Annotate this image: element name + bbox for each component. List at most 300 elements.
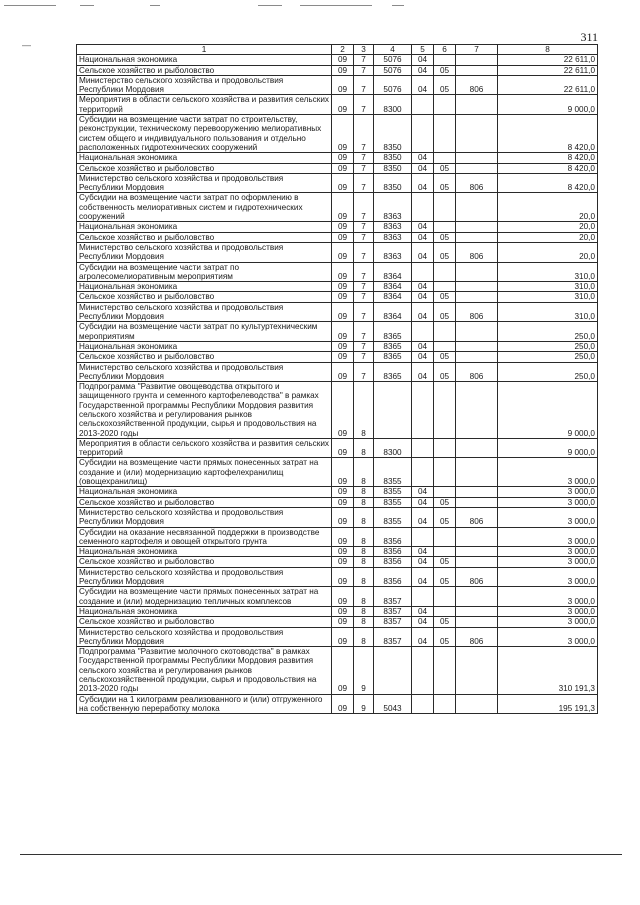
code-ministry: 806: [456, 627, 498, 647]
table-row: [77, 262, 598, 282]
row-name: Субсидии на возмещение части прямых понесенных затрат на создание и (или) модернизацию тепличных комплексов: [77, 587, 332, 607]
row-amount: 3 000,0: [498, 547, 598, 557]
row-amount: 195 191,3: [498, 694, 598, 714]
code-subdivision: 05: [434, 352, 456, 362]
row-amount: 20,0: [498, 193, 598, 222]
code-ministry: [456, 617, 498, 627]
code-ministry: [456, 382, 498, 439]
code-section: 09: [332, 222, 354, 232]
table-row: [77, 497, 598, 507]
row-amount: 310 191,3: [498, 647, 598, 694]
row-name: Субсидии на 1 килограмм реализованного и (или) отгруженного на собственную переработку молока: [77, 694, 332, 714]
column-header: 3: [354, 45, 374, 55]
row-amount: 8 420,0: [498, 163, 598, 173]
code-subdivision: 05: [434, 232, 456, 242]
table-row: [77, 232, 598, 242]
column-header: 1: [77, 45, 332, 55]
code-ministry: [456, 694, 498, 714]
code-ministry: 806: [456, 362, 498, 382]
code-division: 04: [412, 282, 434, 292]
code-division: 04: [412, 341, 434, 351]
code-article: 8300: [374, 438, 412, 458]
code-article: 5076: [374, 75, 412, 95]
code-article: 8356: [374, 567, 412, 587]
code-section: 09: [332, 627, 354, 647]
code-article: 8364: [374, 282, 412, 292]
row-amount: 3 000,0: [498, 527, 598, 547]
row-amount: 3 000,0: [498, 507, 598, 527]
code-subdivision: 05: [434, 163, 456, 173]
code-division: [412, 95, 434, 115]
table-row: [77, 382, 598, 439]
code-subdivision: [434, 193, 456, 222]
code-subdivision: 05: [434, 617, 456, 627]
table-row: [77, 282, 598, 292]
code-article: 8356: [374, 527, 412, 547]
table-row: [77, 65, 598, 75]
row-amount: 20,0: [498, 222, 598, 232]
table-row: [77, 95, 598, 115]
table-row: [77, 587, 598, 607]
code-subprogram: 7: [354, 352, 374, 362]
table-row: [77, 341, 598, 351]
code-article: 8357: [374, 617, 412, 627]
code-section: 09: [332, 458, 354, 487]
table-row: [77, 302, 598, 322]
code-ministry: [456, 606, 498, 616]
code-section: 09: [332, 163, 354, 173]
code-division: 04: [412, 497, 434, 507]
code-division: 04: [412, 362, 434, 382]
code-section: 09: [332, 95, 354, 115]
code-ministry: [456, 193, 498, 222]
code-section: 09: [332, 647, 354, 694]
row-name: Субсидии на возмещение части затрат по оформлению в собственность мелиоративных систем и гидротехнических сооружений: [77, 193, 332, 222]
row-name: Сельское хозяйство и рыболовство: [77, 163, 332, 173]
code-subprogram: 7: [354, 95, 374, 115]
row-name: Министерство сельского хозяйства и продовольствия Республики Мордовия: [77, 242, 332, 262]
code-division: 04: [412, 75, 434, 95]
code-subdivision: 05: [434, 75, 456, 95]
code-article: [374, 647, 412, 694]
code-section: 09: [332, 322, 354, 342]
code-subprogram: 9: [354, 694, 374, 714]
code-subprogram: 7: [354, 75, 374, 95]
code-article: 8355: [374, 507, 412, 527]
row-amount: 310,0: [498, 302, 598, 322]
table-row: [77, 617, 598, 627]
code-subprogram: 7: [354, 292, 374, 302]
code-ministry: [456, 163, 498, 173]
table-row: [77, 438, 598, 458]
code-subprogram: 8: [354, 458, 374, 487]
row-name: Министерство сельского хозяйства и продовольствия Республики Мордовия: [77, 567, 332, 587]
code-division: [412, 647, 434, 694]
scan-top-marks: [0, 0, 640, 12]
code-section: 09: [332, 75, 354, 95]
table-row: [77, 627, 598, 647]
code-article: 8357: [374, 627, 412, 647]
code-subprogram: 7: [354, 322, 374, 342]
row-name: Национальная экономика: [77, 55, 332, 65]
code-subprogram: 8: [354, 487, 374, 497]
row-amount: 250,0: [498, 362, 598, 382]
code-subprogram: 8: [354, 587, 374, 607]
row-amount: 250,0: [498, 322, 598, 342]
code-subdivision: [434, 694, 456, 714]
code-subdivision: 05: [434, 292, 456, 302]
row-name: Сельское хозяйство и рыболовство: [77, 292, 332, 302]
column-header: 4: [374, 45, 412, 55]
table-row: [77, 292, 598, 302]
row-amount: 250,0: [498, 341, 598, 351]
code-ministry: [456, 65, 498, 75]
code-section: 09: [332, 173, 354, 193]
code-subdivision: [434, 153, 456, 163]
row-name: Субсидии на оказание несвязанной поддержки в производстве семенного картофеля и овощей открытого грунта: [77, 527, 332, 547]
code-subdivision: [434, 282, 456, 292]
code-ministry: [456, 458, 498, 487]
code-section: 09: [332, 193, 354, 222]
page-bottom-rule: [20, 854, 622, 855]
code-ministry: [456, 262, 498, 282]
code-subdivision: 05: [434, 507, 456, 527]
code-subdivision: [434, 55, 456, 65]
row-amount: 310,0: [498, 282, 598, 292]
code-subprogram: 7: [354, 222, 374, 232]
code-subdivision: 05: [434, 497, 456, 507]
row-name: Мероприятия в области сельского хозяйства и развития сельских территорий: [77, 95, 332, 115]
code-division: 04: [412, 163, 434, 173]
row-name: Сельское хозяйство и рыболовство: [77, 557, 332, 567]
code-subprogram: 8: [354, 627, 374, 647]
row-amount: 22 611,0: [498, 55, 598, 65]
code-subdivision: 05: [434, 362, 456, 382]
code-subdivision: 05: [434, 627, 456, 647]
row-amount: 3 000,0: [498, 487, 598, 497]
code-subprogram: 8: [354, 617, 374, 627]
code-division: [412, 193, 434, 222]
table-row: [77, 694, 598, 714]
code-division: 04: [412, 55, 434, 65]
code-article: 8363: [374, 193, 412, 222]
row-name: Сельское хозяйство и рыболовство: [77, 232, 332, 242]
code-subprogram: 8: [354, 438, 374, 458]
code-subprogram: 7: [354, 55, 374, 65]
code-subprogram: 7: [354, 302, 374, 322]
code-article: 8300: [374, 95, 412, 115]
code-section: 09: [332, 547, 354, 557]
row-amount: 3 000,0: [498, 627, 598, 647]
code-division: 04: [412, 606, 434, 616]
table-row: [77, 173, 598, 193]
code-ministry: [456, 322, 498, 342]
row-amount: 3 000,0: [498, 587, 598, 607]
code-subprogram: 9: [354, 647, 374, 694]
row-name: Министерство сельского хозяйства и продовольствия Республики Мордовия: [77, 362, 332, 382]
code-ministry: 806: [456, 567, 498, 587]
row-name: Министерство сельского хозяйства и продовольствия Республики Мордовия: [77, 302, 332, 322]
row-amount: 3 000,0: [498, 606, 598, 616]
row-name: Национальная экономика: [77, 153, 332, 163]
code-division: 04: [412, 222, 434, 232]
code-division: 04: [412, 65, 434, 75]
code-article: 8364: [374, 292, 412, 302]
code-subprogram: 7: [354, 115, 374, 153]
code-section: 09: [332, 242, 354, 262]
table-row: [77, 487, 598, 497]
code-subprogram: 7: [354, 341, 374, 351]
code-subprogram: 7: [354, 65, 374, 75]
table-row: [77, 115, 598, 153]
code-article: 8365: [374, 362, 412, 382]
code-subdivision: [434, 262, 456, 282]
code-ministry: [456, 557, 498, 567]
code-section: 09: [332, 232, 354, 242]
row-name: Национальная экономика: [77, 341, 332, 351]
table-row: [77, 322, 598, 342]
code-ministry: [456, 292, 498, 302]
code-subprogram: 8: [354, 527, 374, 547]
code-subprogram: 8: [354, 567, 374, 587]
code-ministry: [456, 438, 498, 458]
table-row: [77, 567, 598, 587]
column-header: 8: [498, 45, 598, 55]
row-name: Министерство сельского хозяйства и продовольствия Республики Мордовия: [77, 507, 332, 527]
code-subprogram: 8: [354, 507, 374, 527]
code-subdivision: 05: [434, 173, 456, 193]
code-ministry: [456, 55, 498, 65]
code-section: 09: [332, 362, 354, 382]
code-subprogram: 8: [354, 557, 374, 567]
code-subprogram: 7: [354, 242, 374, 262]
row-name: Национальная экономика: [77, 547, 332, 557]
code-subdivision: 05: [434, 302, 456, 322]
code-article: 5076: [374, 65, 412, 75]
row-amount: 22 611,0: [498, 65, 598, 75]
code-subdivision: [434, 438, 456, 458]
code-subdivision: [434, 547, 456, 557]
table-row: [77, 352, 598, 362]
row-amount: 8 420,0: [498, 115, 598, 153]
code-division: 04: [412, 352, 434, 362]
row-name: Министерство сельского хозяйства и продовольствия Республики Мордовия: [77, 627, 332, 647]
code-division: [412, 438, 434, 458]
code-section: 09: [332, 341, 354, 351]
row-name: Сельское хозяйство и рыболовство: [77, 65, 332, 75]
table-row: [77, 163, 598, 173]
code-subdivision: [434, 527, 456, 547]
code-article: 8357: [374, 606, 412, 616]
row-name: Национальная экономика: [77, 487, 332, 497]
code-subdivision: [434, 322, 456, 342]
code-ministry: 806: [456, 173, 498, 193]
code-article: 8364: [374, 262, 412, 282]
code-subprogram: 8: [354, 382, 374, 439]
code-ministry: [456, 647, 498, 694]
code-division: [412, 322, 434, 342]
code-ministry: [456, 282, 498, 292]
code-article: 8365: [374, 352, 412, 362]
code-subprogram: 8: [354, 606, 374, 616]
code-division: 04: [412, 302, 434, 322]
code-article: 5076: [374, 55, 412, 65]
code-article: 8356: [374, 557, 412, 567]
row-amount: 310,0: [498, 292, 598, 302]
row-amount: 8 420,0: [498, 153, 598, 163]
column-header: 2: [332, 45, 354, 55]
row-name: Национальная экономика: [77, 222, 332, 232]
row-name: Сельское хозяйство и рыболовство: [77, 617, 332, 627]
row-amount: 22 611,0: [498, 75, 598, 95]
code-subdivision: 05: [434, 65, 456, 75]
row-amount: 9 000,0: [498, 95, 598, 115]
row-name: Мероприятия в области сельского хозяйства и развития сельских территорий: [77, 438, 332, 458]
row-amount: 310,0: [498, 262, 598, 282]
code-article: [374, 382, 412, 439]
column-header: 5: [412, 45, 434, 55]
budget-table: [76, 44, 598, 714]
code-subdivision: [434, 587, 456, 607]
row-name: Министерство сельского хозяйства и продовольствия Республики Мордовия: [77, 173, 332, 193]
code-article: 5043: [374, 694, 412, 714]
row-amount: 3 000,0: [498, 617, 598, 627]
row-name: Сельское хозяйство и рыболовство: [77, 497, 332, 507]
code-section: 09: [332, 352, 354, 362]
code-article: 8357: [374, 587, 412, 607]
code-subprogram: 7: [354, 232, 374, 242]
code-subdivision: [434, 115, 456, 153]
code-section: 09: [332, 487, 354, 497]
code-subprogram: 7: [354, 173, 374, 193]
row-amount: 9 000,0: [498, 382, 598, 439]
code-section: 09: [332, 153, 354, 163]
table-row: [77, 193, 598, 222]
code-division: 04: [412, 507, 434, 527]
code-section: 09: [332, 438, 354, 458]
table-row: [77, 606, 598, 616]
code-article: 8365: [374, 341, 412, 351]
code-ministry: [456, 587, 498, 607]
code-article: 8356: [374, 547, 412, 557]
code-division: 04: [412, 487, 434, 497]
row-name: Субсидии на возмещение части прямых понесенных затрат на создание и (или) модернизацию картофелехранилищ (овощехранилищ): [77, 458, 332, 487]
code-division: 04: [412, 232, 434, 242]
row-name: Национальная экономика: [77, 606, 332, 616]
code-article: 8350: [374, 115, 412, 153]
code-article: 8363: [374, 222, 412, 232]
code-ministry: [456, 352, 498, 362]
row-name: Национальная экономика: [77, 282, 332, 292]
table-body: [77, 55, 598, 714]
code-ministry: [456, 547, 498, 557]
row-amount: 8 420,0: [498, 173, 598, 193]
code-division: 04: [412, 617, 434, 627]
code-division: [412, 527, 434, 547]
row-amount: 9 000,0: [498, 438, 598, 458]
code-division: 04: [412, 567, 434, 587]
code-subdivision: [434, 647, 456, 694]
code-subprogram: 7: [354, 262, 374, 282]
code-section: 09: [332, 557, 354, 567]
code-subdivision: [434, 341, 456, 351]
code-section: 09: [332, 65, 354, 75]
code-subdivision: 05: [434, 557, 456, 567]
table-row: [77, 547, 598, 557]
row-name: Подпрограмма "Развитие овощеводства открытого и защищенного грунта и семенного картофелеводства" в рамках Государственной программы Республики Мордовия развития сельского хозяйства и регулирования рынков сельскохозяйственной продукции, сырья и продовольствия на 2013-2020 годы: [77, 382, 332, 439]
code-article: 8363: [374, 242, 412, 262]
row-name: Подпрограмма "Развитие молочного скотоводства" в рамках Государственной программы Республики Мордовия развития сельского хозяйства и регулирования рынков сельскохозяйственной продукции, сырья и продовольствия на 2013-2020 годы: [77, 647, 332, 694]
code-subprogram: 7: [354, 153, 374, 163]
code-subprogram: 7: [354, 362, 374, 382]
code-ministry: 806: [456, 242, 498, 262]
table-row: [77, 242, 598, 262]
code-ministry: 806: [456, 507, 498, 527]
code-article: 8365: [374, 322, 412, 342]
code-subdivision: [434, 606, 456, 616]
code-ministry: 806: [456, 302, 498, 322]
row-name: Министерство сельского хозяйства и продовольствия Республики Мордовия: [77, 75, 332, 95]
table-row: [77, 557, 598, 567]
code-subdivision: [434, 95, 456, 115]
code-division: [412, 382, 434, 439]
code-section: 09: [332, 55, 354, 65]
table-row: [77, 362, 598, 382]
table-row: [77, 222, 598, 232]
column-header: 7: [456, 45, 498, 55]
code-division: [412, 458, 434, 487]
margin-mark: —: [22, 40, 31, 50]
code-section: 09: [332, 606, 354, 616]
code-ministry: [456, 95, 498, 115]
row-amount: 250,0: [498, 352, 598, 362]
code-article: 8355: [374, 487, 412, 497]
code-division: 04: [412, 627, 434, 647]
code-section: 09: [332, 567, 354, 587]
table-row: [77, 647, 598, 694]
code-section: 09: [332, 262, 354, 282]
code-article: 8350: [374, 153, 412, 163]
page-number: 311: [580, 30, 598, 44]
code-article: 8350: [374, 173, 412, 193]
code-division: 04: [412, 173, 434, 193]
code-subprogram: 7: [354, 193, 374, 222]
row-amount: 20,0: [498, 232, 598, 242]
row-amount: 3 000,0: [498, 497, 598, 507]
code-subdivision: [434, 458, 456, 487]
code-section: 09: [332, 115, 354, 153]
row-name: Субсидии на возмещение части затрат по строительству, реконструкции, техническому перевооружению мелиоративных систем общего и индивидуального пользования и отдельно расположенных гидротехнических сооружений: [77, 115, 332, 153]
code-division: 04: [412, 292, 434, 302]
code-ministry: [456, 497, 498, 507]
row-name: Сельское хозяйство и рыболовство: [77, 352, 332, 362]
table-row: [77, 458, 598, 487]
code-section: 09: [332, 527, 354, 547]
column-header: 6: [434, 45, 456, 55]
code-division: [412, 262, 434, 282]
code-division: 04: [412, 547, 434, 557]
row-amount: 3 000,0: [498, 567, 598, 587]
code-section: 09: [332, 302, 354, 322]
table-row: [77, 153, 598, 163]
table-row: [77, 507, 598, 527]
code-subdivision: 05: [434, 567, 456, 587]
code-ministry: 806: [456, 75, 498, 95]
code-ministry: [456, 487, 498, 497]
code-article: 8363: [374, 232, 412, 242]
code-subdivision: [434, 487, 456, 497]
code-division: [412, 587, 434, 607]
